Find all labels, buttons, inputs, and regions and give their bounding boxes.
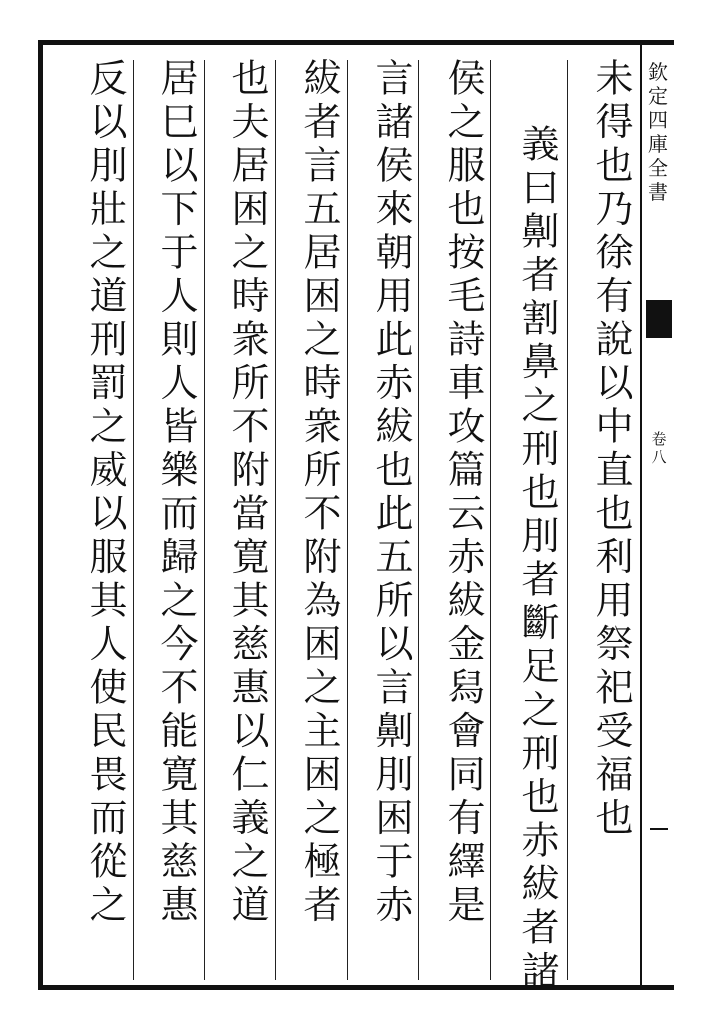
text-column-7: 居巳以下于人則人皆樂而歸之今不能寛其慈惠 [154, 58, 198, 928]
margin-book-title: 欽定四庫全書 [648, 60, 668, 204]
text-column-6: 也夫居困之時衆所不附當寛其慈惠以仁義之道 [225, 58, 269, 928]
text-column-3: 侯之服也按毛詩車攻篇云赤紱金舄會同有繹是 [441, 58, 485, 928]
fish-tail-mark [646, 300, 672, 338]
text-column-5: 紱者言五居困之時衆所不附為困之主困之極者 [297, 58, 341, 928]
text-column-1: 未得也乃徐有說以中直也利用祭祀受福也 [589, 58, 633, 841]
text-column-8: 反以刖壯之道刑罰之威以服其人使民畏而從之 [83, 58, 127, 928]
margin-volume-label: 卷八 [651, 430, 667, 466]
margin-tick-mark [650, 828, 668, 830]
text-column-4: 言諸侯來朝用此赤紱也此五所以言劓刖困于赤 [369, 58, 413, 928]
text-column-2: 義曰劓者割鼻之刑也刖者斷足之刑也赤紱者諸 [515, 124, 559, 994]
column-divider [567, 60, 568, 980]
